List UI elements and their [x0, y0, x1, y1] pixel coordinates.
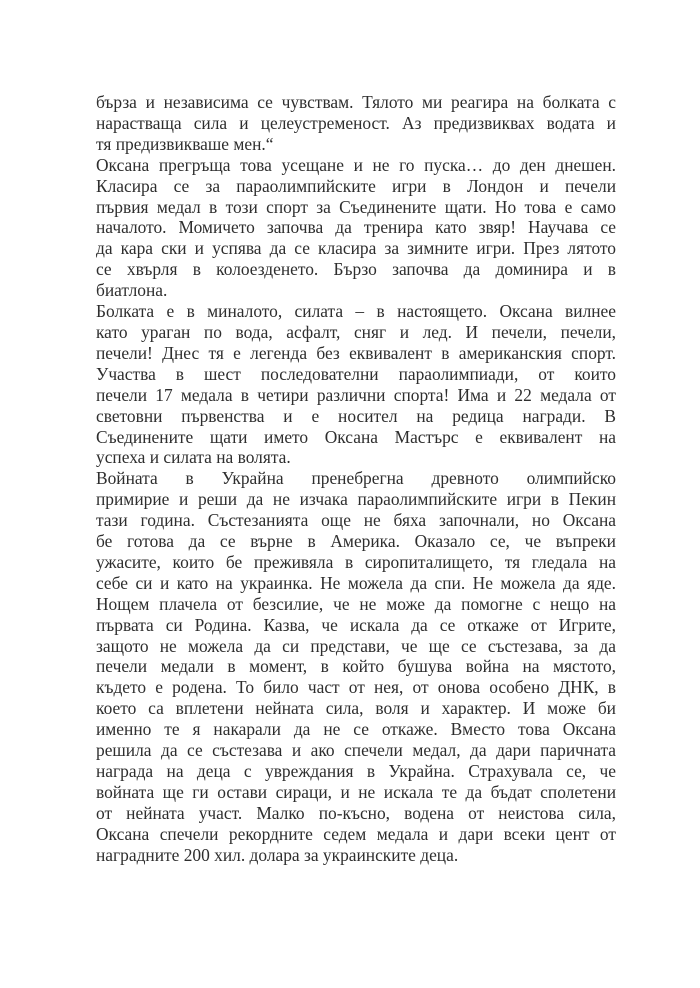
text-line: Съединените щати името Оксана Мастърс е еквивалент на — [96, 426, 616, 447]
text-line: печели 17 медала в четири различни спорта! Има и 22 медала от — [96, 384, 616, 405]
text-line: като ураган по вода, асфалт, сняг и лед. И печели, печели, — [96, 321, 616, 342]
text-line: първата си Родина. Казва, че искала да се откаже от Игрите, — [96, 614, 616, 635]
text-line: именно те я накарали да не се откаже. Вместо това Оксана — [96, 719, 616, 740]
text-line: Нощем плачела от безсилие, че не може да помогне с нещо на — [96, 593, 616, 614]
text-line: наградните 200 хил. долара за украинските деца. — [96, 844, 459, 865]
text-line: себе си и като на украинка. Не можела да спи. Не можела да яде. — [96, 572, 616, 593]
text-line: примирие и реши да не изчака параолимпийските игри в Пекин — [96, 489, 616, 510]
text-line: Оксана спечели рекордните седем медала и дари всеки цент от — [96, 823, 616, 844]
text-line: Болката е в миналото, силата – в настоящето. Оксана вилнее — [96, 301, 616, 322]
text-line: от нейната участ. Малко по-късно, водена от неистова сила, — [96, 802, 616, 823]
text-line: печели! Днес тя е легенда без еквивалент в американския спорт. — [96, 342, 616, 363]
text-line: войната ще ги остави сираци, и не искала те да бъдат сполетени — [96, 781, 616, 802]
text-line: награда на деца с увреждания в Украйна. Страхувала се, че — [96, 761, 616, 781]
document-page — [96, 92, 616, 866]
text-line: Войната в Украйна пренебрегна древното олимпийско — [96, 468, 616, 489]
text-line: успеха и силата на волята. — [96, 447, 291, 468]
text-line: първия медал в този спорт за Съединените щати. Но това е само — [96, 196, 616, 217]
text-line: тя предизвикваше мен.“ — [96, 133, 274, 154]
text-line: тази година. Състезанията още не бяха започнали, но Оксана — [96, 510, 616, 531]
text-line: да кара ски и успява да се класира за зимните игри. През лятото — [96, 238, 616, 259]
text-line: Участва в шест последователни параолимпиади, от които — [96, 363, 616, 384]
text-line: биатлона. — [96, 280, 168, 301]
text-line: където е родена. То било част от нея, от онова особено ДНК, в — [96, 677, 616, 698]
text-line: Класира се за параолимпийските игри в Лондон и печели — [96, 175, 616, 196]
text-line: решила да се състезава и ако спечели медал, да дари паричната — [96, 740, 616, 761]
text-line: бърза и независима се чувствам. Тялото ми реагира на болката с — [96, 92, 616, 112]
text-line: ужасите, които бе преживяла в сиропиталището, тя гледала на — [96, 551, 616, 572]
text-line: Оксана прегръща това усещане и не го пуска… до ден днешен. — [96, 154, 616, 175]
text-line: защото не можела да си представи, че ще се състезава, за да — [96, 635, 616, 656]
text-line: световни първенства и е носител на редица награди. В — [96, 405, 616, 426]
text-line: се хвърля в колоезденето. Бързо започва да доминира и в — [96, 259, 616, 280]
text-line: началото. Момичето започва да тренира като звяр! Научава се — [96, 217, 616, 238]
text-line: което са вплетени нейната сила, воля и характер. И може би — [96, 698, 616, 719]
text-line: бе готова да се върне в Америка. Оказало се, че въпреки — [96, 531, 616, 552]
text-line: нарастваща сила и целеустременост. Аз предизвиквах водата и — [96, 112, 616, 133]
text-line: печели медали в момент, в който бушува война на мястото, — [96, 656, 616, 677]
